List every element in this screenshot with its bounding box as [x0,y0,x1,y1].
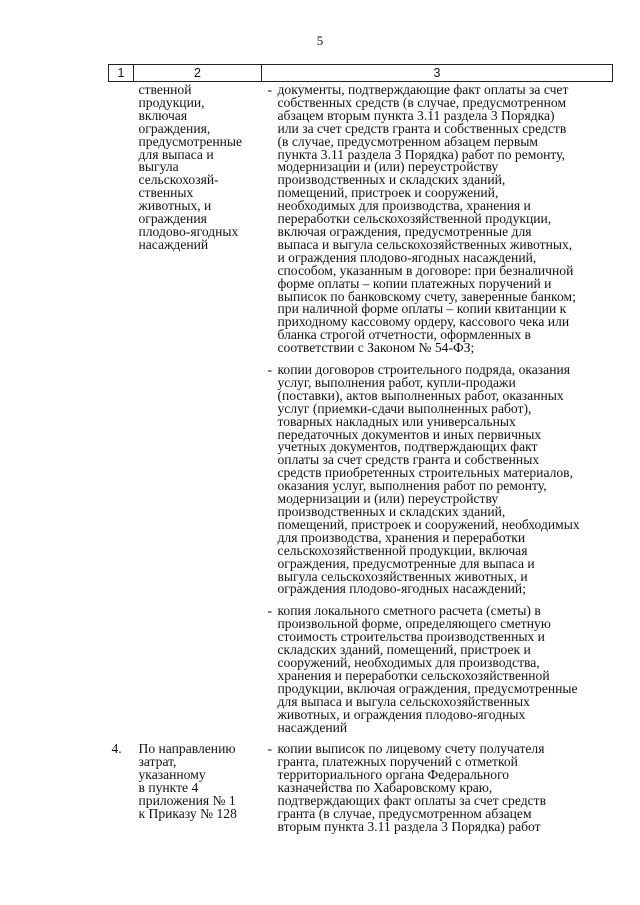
document-list-item [268,364,613,596]
column-header-2: 2 [134,65,262,82]
cost-direction-line: указанному [138,767,206,783]
column-header-1: 1 [109,65,134,82]
document-text-line: учетных документов, подтверждающих факт [277,439,538,455]
document-text-line: выпаса и выгула сельскохозяйственных животных, [277,236,573,252]
document-text-line: передаточных документов и иных первичных [277,426,542,442]
cost-direction-line: выгула [138,159,179,175]
documents-cell [262,734,613,833]
document-text-line: (в случае, предусмотренном абзацем первым [277,133,538,149]
row-number: 4. [111,741,122,757]
document-text-line: выписок по банковскому счету, заверенные банком; [277,288,576,304]
cost-direction-line: ственных [138,185,194,201]
document-text-line: абзацем вторым пункта 3.11 раздела 3 Порядка) [277,107,555,123]
document-text-line: оказания услуг, выполнения работ по ремонту, [277,478,547,494]
cost-direction-line: предусмотренные [138,133,243,149]
document-text-line: и ограждения плодово-ягодных насаждений, [277,249,537,265]
document-text-line: пункта 3.11 раздела 3 Порядка) работ по ремонту, [277,146,566,162]
column-header-3: 3 [262,65,613,82]
document-text-line: помещений, пристроек и сооружений, [277,185,499,201]
document-text-line: для производства, хранения и переработки [277,529,526,545]
document-text-line: животных, и ограждения плодово-ягодных [277,706,526,722]
header-row [109,65,613,82]
document-text-line: переработки сельскохозяйственной продукции, [277,211,552,227]
documents-table [108,64,613,834]
table-row [109,82,613,735]
document-text-line: или за счет средств гранта и собственных средств [277,120,567,136]
table-row [109,734,613,833]
page-number: 5 [316,33,324,48]
document-text-line: приходному кассовому ордеру, кассового чека или [277,314,570,330]
cost-direction-line: животных, и [138,198,212,214]
cost-direction-line: к Приказу № 128 [138,805,237,821]
cost-direction-line: ограждения, [138,120,211,136]
document-text-line: соответствии с Законом № 54-ФЗ; [277,340,475,356]
document-text-line: услуг (приемки-сдачи выполненных работ), [277,400,532,416]
document-text-line: модернизации и (или) переустройству [277,491,499,507]
documents-cell [262,82,613,735]
document-text-line: производственных и складских зданий, [277,504,506,519]
cost-direction-line: ственной [138,82,192,97]
cost-direction-line: включая [138,107,188,123]
cost-direction-line: насаждений [138,236,209,252]
cost-direction-line: в пункте 4 [138,780,199,796]
cost-direction-line: плодово-ягодных [138,223,239,239]
document-list-item [268,743,613,833]
document-text-line: - копия локального сметного расчета (сметы) в [277,603,541,619]
document-text-line: необходимых для производства, хранения и [277,198,531,214]
document-text-line: хранения и переработки сельскохозяйственной [277,667,550,683]
cost-direction-line: продукции, [138,94,205,110]
document-text-line: модернизации и (или) переустройству [277,159,499,175]
document-text-line: собственных средств (в случае, предусмотренном [277,94,567,110]
document-text-line: оплаты за счет средств гранта и собственных [277,452,540,468]
cost-direction-cell [134,734,262,833]
cost-direction-line: сельскохозяй- [138,172,219,188]
document-text-line: для выпаса и выгула сельскохозяйственных [277,693,530,709]
document-text-line: (поставки), актов выполненных работ, оказанных [277,387,564,403]
cost-direction-line: По направлению [138,741,236,757]
document-text-line: выгула сельскохозяйственных животных, и [277,568,528,584]
document-list-item [268,605,613,734]
document-text-line: подтверждающих факт оплаты за счет средств [277,793,547,809]
row-number [109,82,134,735]
document-text-line: способом, указанным в договоре: при безналичной [277,262,574,278]
document-text-line: производственных и складских зданий, [277,172,506,188]
document-text-line: продукции, включая ограждения, предусмотренные [277,680,578,696]
document-list-item [268,84,613,355]
document-text-line: ограждения плодово-ягодных насаждений; [277,581,526,597]
document-text-line: казначейства по Хабаровскому краю, [277,780,493,796]
document-text-line: - копии договоров строительного подряда, оказания [277,362,571,378]
document-text-line: при наличной форме оплаты – копии квитанции к [277,301,567,317]
document-text-line: стоимость строительства производственных и [277,629,545,645]
document-text-line: - документы, подтверждающие факт оплаты за счет [277,82,569,97]
cost-direction-line: приложения № 1 [138,793,236,809]
document-text-line: сельскохозяйственной продукции, включая [277,542,528,558]
document-text-line: бланка строгой отчетности, оформленных в [277,327,531,343]
cost-direction-line: ограждения [138,211,207,227]
document-text-line: форме оплаты – копии платежных поручений и [277,275,552,291]
document-text-line: вторым пункта 3.11 раздела 3 Порядка) работ [277,818,541,834]
document-text-line: включая ограждения, предусмотренные для [277,223,532,239]
cost-direction-line: для выпаса и [138,146,214,162]
document-text-line: произвольной форме, определяющего сметную [277,616,551,632]
cost-direction-cell [134,82,262,735]
document-text-line: услуг, выполнения работ, купли-продажи [277,374,516,390]
document-text-line: насаждений [277,719,348,735]
document-text-line: территориального органа Федерального [277,767,510,783]
document-text-line: гранта (в случае, предусмотренном абзацем [277,805,532,821]
document-text-line: товарных накладных или универсальных [277,413,516,429]
document-text-line: - копии выписок по лицевому счету получателя [277,741,545,757]
document-text-line: сооружений, необходимых для производства, [277,654,540,670]
document-text-line: помещений, пристроек и сооружений, необходимых [277,516,580,532]
cost-direction-line: затрат, [138,754,177,770]
document-text-line: ограждения, предусмотренные для выпаса и [277,555,535,571]
document-text-line: складских зданий, помещений, пристроек и [277,642,531,658]
document-text-line: средств приобретенных строительных материалов, [277,465,573,481]
document-text-line: гранта, платежных поручений с отметкой [277,754,518,770]
